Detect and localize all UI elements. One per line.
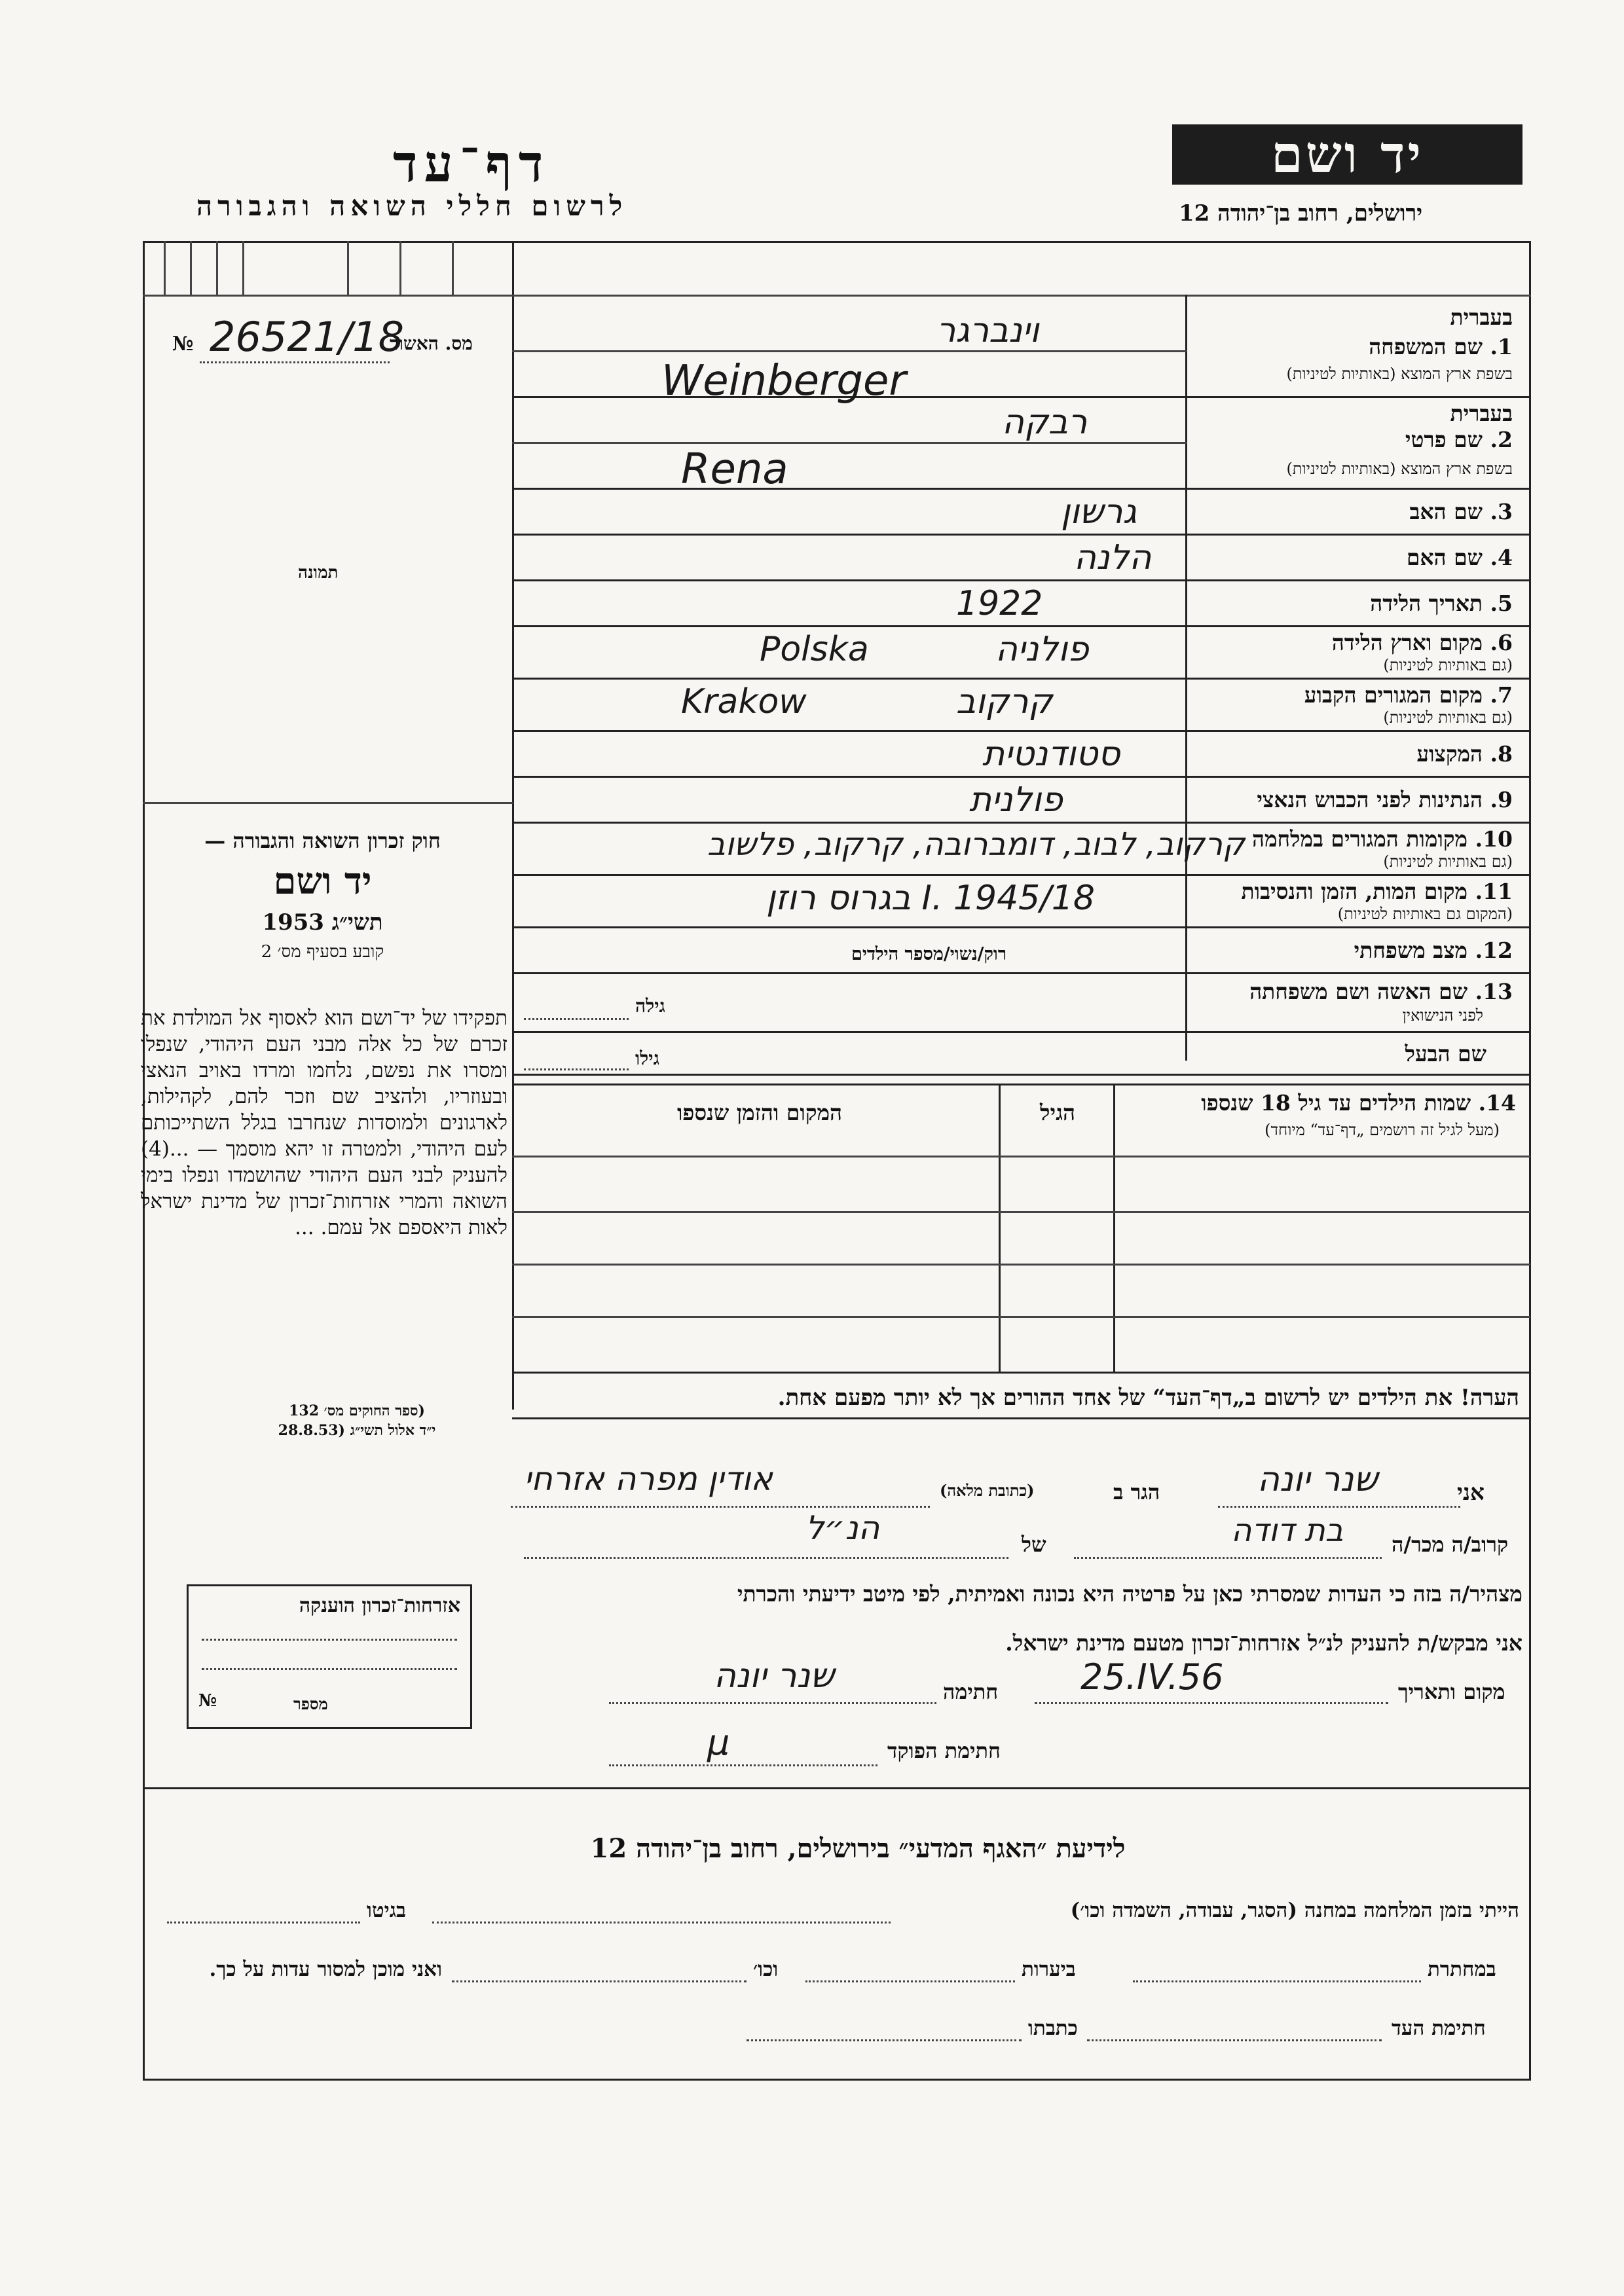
grid-cell bbox=[242, 241, 244, 295]
law-title-1: חוק זכרון השואה והגבורה — bbox=[204, 828, 441, 853]
field-12-label: 12. מצב משפחתי bbox=[1354, 938, 1513, 963]
top-strip-line bbox=[143, 295, 1531, 297]
field-4-label: 4. שם האם bbox=[1406, 545, 1513, 570]
law-source: (ספר החוקים מס׳ 132 bbox=[289, 1402, 425, 1419]
row-line bbox=[512, 488, 1530, 490]
decl-of: של bbox=[1022, 1532, 1046, 1557]
field-2-sub: בשפת ארץ המוצא (באותיות לטיניות) bbox=[1286, 460, 1513, 478]
decl-of-line bbox=[524, 1557, 1008, 1559]
children-note: הערה! את הילדים יש לרשום ב„דף־העד“ של אחד ההורים אך לא יותר מפעם אחת. bbox=[777, 1385, 1519, 1411]
decl-name-value: שנר יונה bbox=[1257, 1460, 1378, 1499]
cert-box-line bbox=[202, 1668, 457, 1670]
profession-value: סטודנטית bbox=[982, 735, 1120, 774]
form-title: דף־עד bbox=[393, 134, 550, 194]
cert-number-symbol: № bbox=[172, 333, 194, 355]
children-label: 14. שמות הילדים עד גיל 18 שנספו bbox=[1201, 1090, 1516, 1116]
field-3-label: 3. שם האב bbox=[1409, 499, 1513, 524]
birthdate-value: 1922 bbox=[956, 584, 1043, 623]
decl-signature-label: חתימה bbox=[943, 1679, 999, 1704]
field-11-label: 11. מקום המות, הזמן והנסיבות bbox=[1241, 879, 1513, 904]
field-5-label: 5. תאריך הלידה bbox=[1370, 591, 1513, 616]
row-line bbox=[512, 534, 1530, 536]
decl-relative: קרוב/ה מכר/ה bbox=[1392, 1532, 1509, 1557]
decl-residing: הגר ב bbox=[1113, 1480, 1160, 1504]
field-9-label: 9. הנתינות לפני הכבוש הנאצי bbox=[1257, 787, 1513, 812]
footer-etc-line bbox=[452, 1980, 747, 1982]
field-10-label: 10. מקומות המגורים במלחמה bbox=[1251, 826, 1513, 852]
cert-number-label: מס. האשור bbox=[390, 333, 473, 354]
cert-number-value: 26521/18 bbox=[210, 313, 405, 361]
father-name-value: גרשון bbox=[1061, 492, 1137, 532]
field-11-sub: (המקום גם באותיות לטיניות) bbox=[1337, 905, 1513, 923]
row-line bbox=[512, 776, 1530, 778]
decl-supervisor-label: חתימת הפוקד bbox=[887, 1738, 1001, 1763]
firstname-latin-value: Rena bbox=[681, 445, 788, 494]
children-sub: (מעל לגיל זה רושמים „דף־עד“ מיוחד) bbox=[1264, 1121, 1500, 1139]
field-10-sub: (גם באותיות לטיניות) bbox=[1383, 852, 1513, 871]
decl-signature-line bbox=[609, 1702, 936, 1704]
wife-age-line bbox=[524, 1018, 629, 1020]
grid-cell bbox=[347, 241, 349, 295]
field-2-heb-tag: בעברית bbox=[1450, 401, 1513, 426]
footer-witness-signature: חתימת העד bbox=[1392, 2016, 1486, 2040]
footer-etc: וכו׳ bbox=[753, 1958, 779, 1981]
wife-age-label: גילה bbox=[635, 995, 665, 1017]
decl-place-date-value: 25.IV.56 bbox=[1080, 1656, 1224, 1698]
decl-supervisor-signature: μ bbox=[707, 1722, 730, 1763]
row-line bbox=[512, 926, 1530, 928]
children-row bbox=[512, 1156, 1530, 1157]
law-date: י״ד אלול תשי״ג (28.8.53 bbox=[278, 1422, 436, 1439]
header-address: ירושלים, רחוב בן־יהודה 12 bbox=[1179, 200, 1423, 227]
grid-cell bbox=[216, 241, 218, 295]
field-1-heb-tag: בעברית bbox=[1450, 304, 1513, 330]
cert-box-line bbox=[202, 1639, 457, 1641]
residence-latin-value: Krakow bbox=[681, 682, 807, 721]
decl-name-line bbox=[1218, 1506, 1460, 1508]
footer-underground-line bbox=[1133, 1980, 1421, 1982]
field-1-sub: בשפת ארץ המוצא (באותיות לטיניות) bbox=[1286, 365, 1513, 383]
form-subtitle: לרשום חללי השואה והגבורה bbox=[196, 190, 628, 222]
firstname-heb-value: רבקה bbox=[1002, 403, 1088, 442]
grid-cell bbox=[452, 241, 454, 295]
yad-vashem-logo: יד ושם bbox=[1172, 124, 1522, 185]
column-divider bbox=[512, 241, 514, 1410]
marital-status-options: רוק/נשוי/מספר הילדים bbox=[851, 944, 1007, 964]
photo-bottom-line bbox=[143, 802, 513, 804]
grid-cell bbox=[190, 241, 192, 295]
law-year: תשי״ג 1953 bbox=[262, 909, 383, 936]
birthplace-heb-value: פולניה bbox=[995, 630, 1089, 669]
cert-box-symbol: № bbox=[198, 1691, 217, 1711]
husband-name-label: שם הבעל bbox=[1405, 1041, 1486, 1066]
memorial-citizenship-box bbox=[187, 1584, 472, 1729]
frame-top bbox=[143, 241, 1531, 243]
footer-line1-camp: הייתי בזמן המלחמה במחנה (הסגר, עבודה, השמדה וכו׳) bbox=[1070, 1899, 1519, 1922]
grid-cell bbox=[399, 241, 401, 295]
children-row bbox=[512, 1211, 1530, 1213]
law-text: תפקידו של יד־ושם הוא לאסוף אל המולדת את זכרם של כל אלה מבני העם היהודי, שנפלו ומסרו את נפשם, נלחמו ומרדו באויב הנאצי ובעוזריו, ולהציב שם וזכר להם, לקהילות, לארגונים ולמוסדות שנחרבו בגלל השתייכותם לעם היהודי, ולמטרה זו יהא מוסמך — ...(4) להעניק לבני העם היהודי שהושמדו ונפלו בימי השואה והמרי אזרחות־זכרון של מדינת ישראל לאות היאספם אל עמם. ... bbox=[141, 1006, 507, 1239]
decl-address-value: אודין מפרה אזרחי bbox=[524, 1460, 773, 1498]
birthplace-latin-value: Polska bbox=[760, 630, 869, 669]
residence-heb-value: קרקוב bbox=[956, 682, 1053, 721]
field-13-label: 13. שם האשה ושם משפחתה bbox=[1249, 979, 1513, 1004]
frame-right bbox=[1529, 241, 1531, 2081]
decl-address-line bbox=[511, 1506, 930, 1508]
row-line bbox=[512, 1031, 1530, 1033]
field-7-sub: (גם באותיות לטיניות) bbox=[1383, 708, 1513, 727]
surname-latin-value: Weinberger bbox=[661, 357, 906, 405]
surname-heb-value: וינברגר bbox=[936, 311, 1039, 350]
footer-forests-line bbox=[805, 1980, 1015, 1982]
row-line bbox=[512, 822, 1530, 824]
husband-age-label: גילו bbox=[635, 1048, 659, 1069]
row-line bbox=[512, 442, 1187, 444]
children-table-bottom bbox=[512, 1372, 1530, 1374]
row-line bbox=[512, 350, 1187, 352]
husband-age-line bbox=[524, 1068, 629, 1070]
decl-statement: מצהיר/ה בזה כי העדות שמסרתי כאן על פרטיה היא נכונה ואמיתית, לפי מיטב ידיעתי והכרתי bbox=[737, 1581, 1522, 1607]
note-bottom bbox=[512, 1417, 1530, 1419]
law-block bbox=[141, 828, 504, 962]
row-line bbox=[512, 730, 1530, 732]
decl-place-date-line bbox=[1035, 1702, 1388, 1704]
children-row bbox=[512, 1264, 1530, 1266]
field-1-label: 1. שם המשפחה bbox=[1369, 334, 1513, 359]
law-clause: קובע בסעיף מס׳ 2 bbox=[261, 942, 384, 962]
children-age-header: הגיל bbox=[1040, 1100, 1075, 1125]
footer-address-line bbox=[747, 2039, 1022, 2041]
row-line bbox=[512, 972, 1530, 974]
footer-title: לידיעת ״האגף המדעי״ בירושלים, רחוב בן־יהודה 12 bbox=[590, 1833, 1126, 1864]
frame-bottom bbox=[143, 2079, 1531, 2081]
footer-address-label: כתבתו bbox=[1028, 2016, 1078, 2040]
cert-box-number-label: מספר bbox=[293, 1694, 328, 1713]
footer-witness-line bbox=[1087, 2039, 1382, 2041]
decl-address-hint: (כתובת מלאה) bbox=[940, 1481, 1035, 1500]
field-8-label: 8. המקצוע bbox=[1416, 741, 1513, 767]
footer-line1-ghetto: בגיטו bbox=[367, 1899, 406, 1922]
children-table-top bbox=[512, 1084, 1530, 1085]
field-6-label: 6. מקום וארץ הלידה bbox=[1331, 630, 1513, 655]
nationality-value: פולנית bbox=[969, 780, 1063, 820]
frame-divider-footer bbox=[143, 1787, 1531, 1789]
decl-relation-value: בת דודה bbox=[1231, 1512, 1344, 1549]
children-place-header: המקום והזמן שנספו bbox=[676, 1100, 843, 1125]
field-13-sub: לפני הנישואין bbox=[1402, 1006, 1483, 1025]
footer-camp-line bbox=[432, 1922, 891, 1923]
photo-label: תמונה bbox=[298, 563, 339, 583]
children-col-divider-1 bbox=[999, 1084, 1001, 1372]
row-line bbox=[512, 1074, 1530, 1076]
wartime-residence-value: קרקוב, לבוב, דומברובה, קרקוב, פלשוב bbox=[707, 826, 1245, 863]
footer-forests: ביערות bbox=[1022, 1958, 1076, 1981]
children-col-divider-2 bbox=[1113, 1084, 1115, 1372]
law-title-2: יד ושם bbox=[273, 860, 372, 903]
footer-ready: ואני מוכן למסור עדות על כך. bbox=[209, 1958, 442, 1981]
decl-of-value: הנ״ל bbox=[805, 1509, 880, 1547]
mother-name-value: הלנה bbox=[1074, 538, 1152, 577]
grid-cell bbox=[164, 241, 166, 295]
decl-supervisor-line bbox=[609, 1764, 877, 1766]
footer-underground: במחתרת bbox=[1428, 1958, 1496, 1981]
cert-number-line bbox=[200, 361, 390, 363]
row-line bbox=[512, 579, 1530, 581]
children-row bbox=[512, 1316, 1530, 1318]
row-line bbox=[512, 678, 1530, 680]
field-2-label: 2. שם פרטי bbox=[1405, 427, 1513, 452]
decl-relation-line bbox=[1074, 1557, 1382, 1559]
decl-signature-value: שנר יונה bbox=[714, 1656, 835, 1696]
decl-place-date-label: מקום ותאריך bbox=[1398, 1679, 1505, 1704]
row-line bbox=[512, 874, 1530, 876]
field-7-label: 7. מקום המגורים הקבוע bbox=[1304, 682, 1513, 708]
decl-ani: אני bbox=[1457, 1480, 1485, 1506]
death-place-value: 18/I. 1945 בגרוס רוזן bbox=[766, 879, 1095, 918]
footer-ghetto-line bbox=[167, 1922, 360, 1923]
row-line bbox=[512, 625, 1530, 627]
field-6-sub: (גם באותיות לטיניות) bbox=[1383, 656, 1513, 674]
decl-request: אני מבקש/ת להעניק לנ״ל אזרחות־זכרון מטעם מדינת ישראל. bbox=[1005, 1630, 1522, 1656]
cert-box-title: אזרחות־זכרון הוענקה bbox=[299, 1594, 460, 1617]
